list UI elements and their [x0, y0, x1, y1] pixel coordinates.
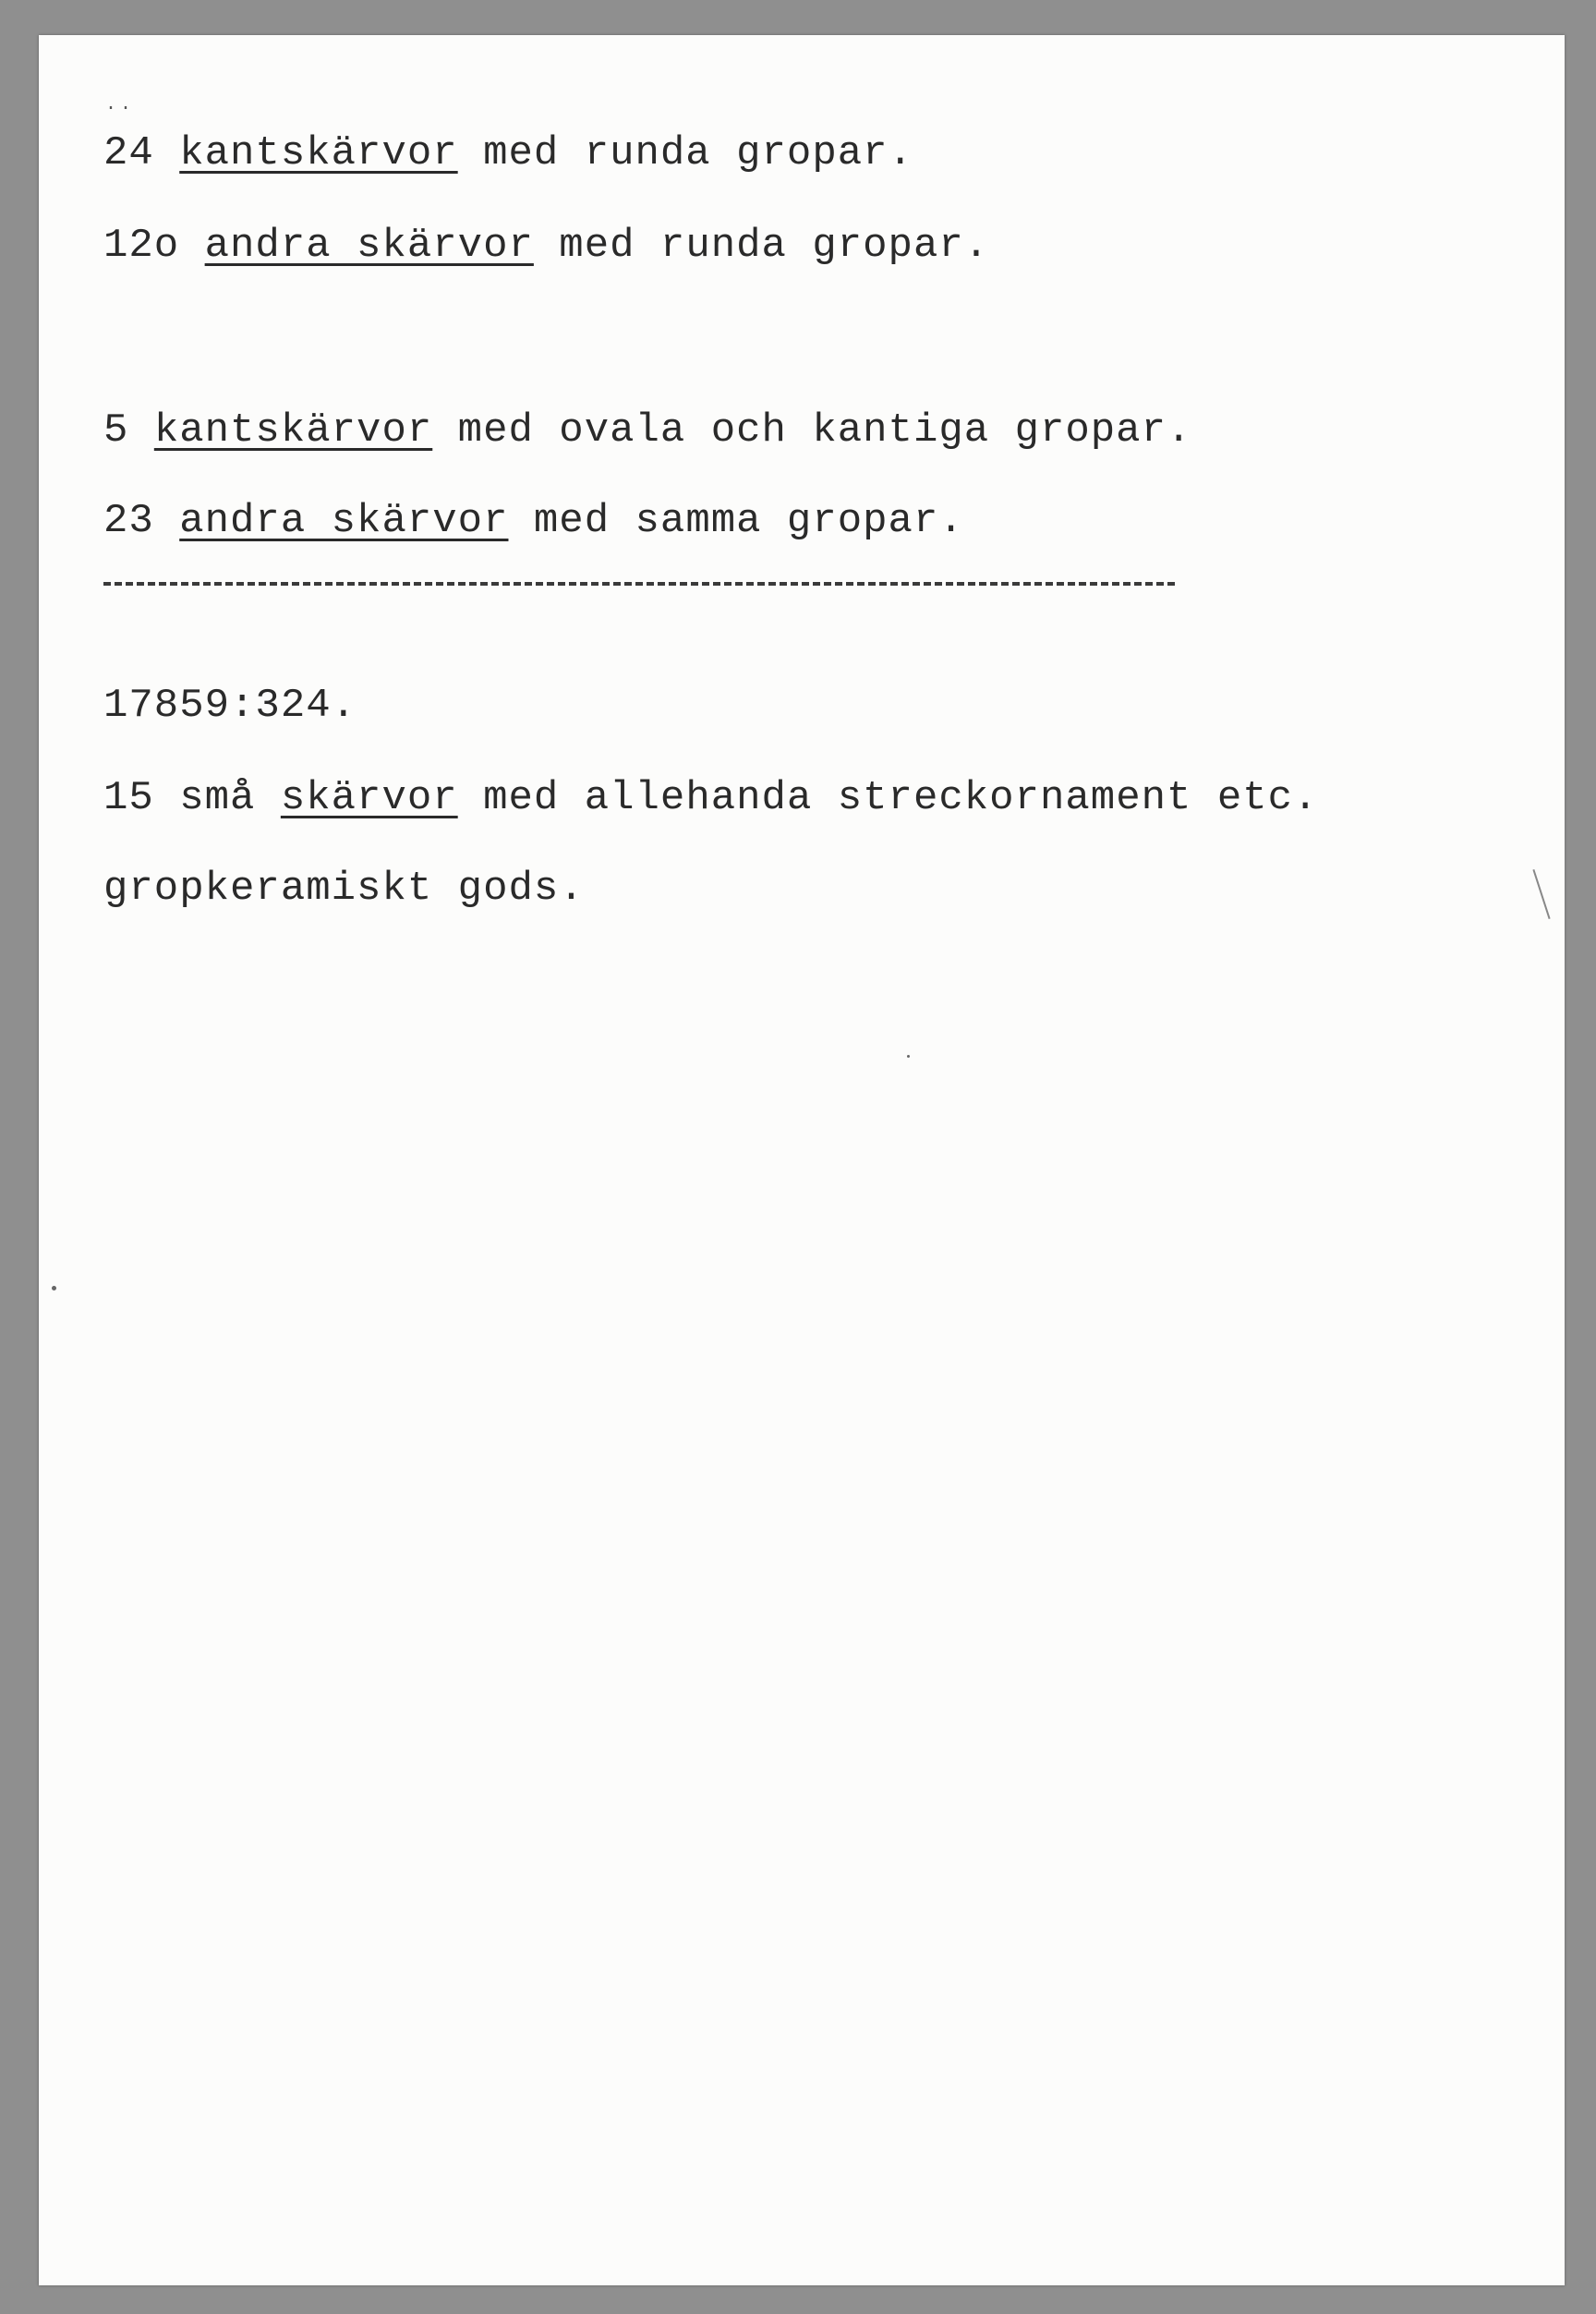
entry-description: med allehanda streckornament etc. [457, 775, 1319, 821]
entry-line-2 [103, 222, 989, 270]
catalog-card [39, 35, 1565, 2285]
entry-count: 23 [103, 498, 154, 544]
entry-count: 15 små [103, 775, 256, 821]
entry-line-6: gropkeramiskt gods. [103, 866, 585, 912]
entry-count: 12o [103, 223, 180, 269]
entry-line-3 [103, 406, 1191, 454]
entry-underlined-term: andra skärvor [204, 223, 534, 269]
top-marks: .. [105, 94, 136, 115]
entry-underlined-term: kantskärvor [179, 130, 458, 176]
entry-underlined-term: andra skärvor [179, 498, 509, 544]
entry-line-1 [103, 129, 913, 177]
catalog-number: 17859:324. [103, 683, 357, 729]
paper-speck [52, 1286, 56, 1290]
entry-underlined-term: skärvor [280, 775, 458, 821]
entry-count: 24 [103, 130, 154, 176]
entry-description: med ovala och kantiga gropar. [432, 407, 1192, 454]
entry-description: med runda gropar. [457, 130, 913, 176]
entry-description: med samma gropar. [508, 498, 964, 544]
dashed-divider [103, 582, 1175, 586]
entry-underlined-term: kantskärvor [153, 407, 433, 454]
paper-speck [907, 1055, 910, 1058]
entry-description: med runda gropar. [533, 223, 990, 269]
entry-line-5 [103, 774, 1318, 822]
paper-mark [1532, 869, 1550, 919]
entry-count: 5 [103, 407, 129, 454]
entry-line-4 [103, 497, 964, 545]
